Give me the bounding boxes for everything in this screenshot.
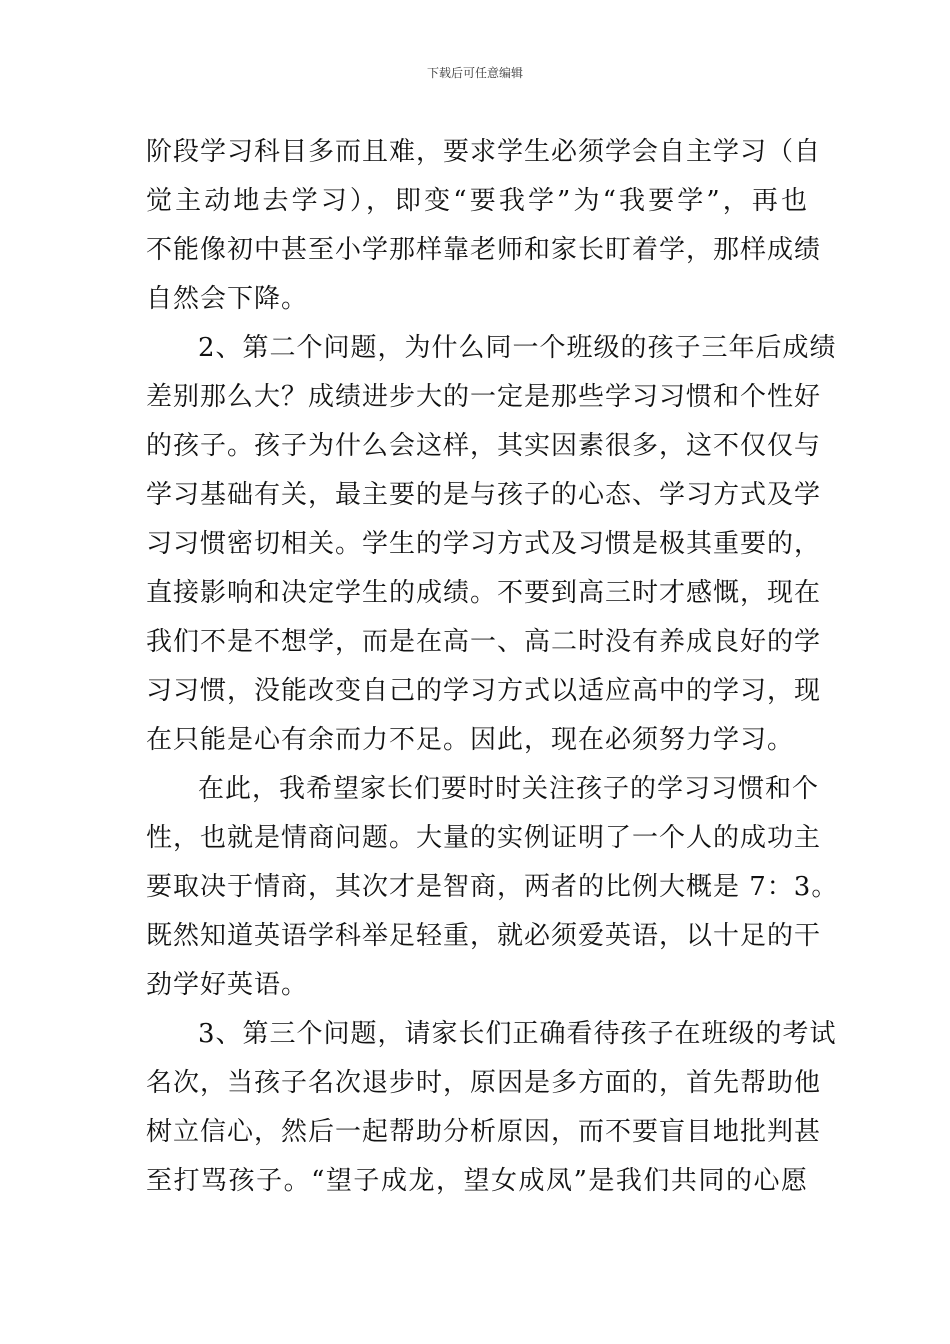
- paragraph-2: [146, 324, 837, 765]
- text-line: 要取决于情商，其次才是智商，两者的比例大概是 7：3。: [146, 872, 839, 902]
- text-line: 2、第二个问题，为什么同一个班级的孩子三年后成绩: [198, 333, 837, 363]
- text-line: 差别那么大？成绩进步大的一定是那些学习习惯和个性好: [146, 382, 822, 412]
- text-line: 至打骂孩子。“望子成龙，望女成凤”是我们共同的心愿: [146, 1166, 808, 1196]
- text-line: 觉主动地去学习），即变“要我学”为“我要学”，再也: [146, 186, 808, 216]
- document-body: [146, 128, 839, 1206]
- paragraph-4: [146, 1010, 837, 1206]
- text-line: 学习基础有关，最主要的是与孩子的心态、学习方式及学: [146, 480, 822, 510]
- text-line: 既然知道英语学科举足轻重，就必须爱英语，以十足的干: [146, 921, 822, 951]
- text-line: 在此，我希望家长们要时时关注孩子的学习习惯和个: [198, 774, 820, 804]
- text-line: 直接影响和决定学生的成绩。不要到高三时才感慨，现在: [146, 578, 822, 608]
- text-line: 3、第三个问题，请家长们正确看待孩子在班级的考试: [198, 1019, 837, 1049]
- paragraph-1: [146, 128, 822, 324]
- text-line: 劲学好英语。: [146, 970, 309, 1000]
- text-line: 习习惯，没能改变自己的学习方式以适应高中的学习，现: [146, 676, 822, 706]
- paragraph-3: [146, 765, 839, 1010]
- text-line: 的孩子。孩子为什么会这样，其实因素很多，这不仅仅与: [146, 431, 822, 461]
- text-line: 自然会下降。: [146, 284, 309, 314]
- text-line: 阶段学习科目多而且难，要求学生必须学会自主学习（自: [146, 137, 822, 167]
- text-line: 树立信心，然后一起帮助分析原因，而不要盲目地批判甚: [146, 1117, 822, 1147]
- text-line: 名次，当孩子名次退步时，原因是多方面的，首先帮助他: [146, 1068, 822, 1098]
- text-line: 不能像初中甚至小学那样靠老师和家长盯着学，那样成绩: [146, 235, 822, 265]
- text-line: 性，也就是情商问题。大量的实例证明了一个人的成功主: [146, 823, 822, 853]
- text-line: 我们不是不想学，而是在高一、高二时没有养成良好的学: [146, 627, 822, 657]
- page-header: 下载后可任意编辑: [426, 66, 523, 80]
- text-line: 习习惯密切相关。学生的学习方式及习惯是极其重要的，: [146, 529, 822, 559]
- text-line: 在只能是心有余而力不足。因此，现在必须努力学习。: [146, 725, 795, 755]
